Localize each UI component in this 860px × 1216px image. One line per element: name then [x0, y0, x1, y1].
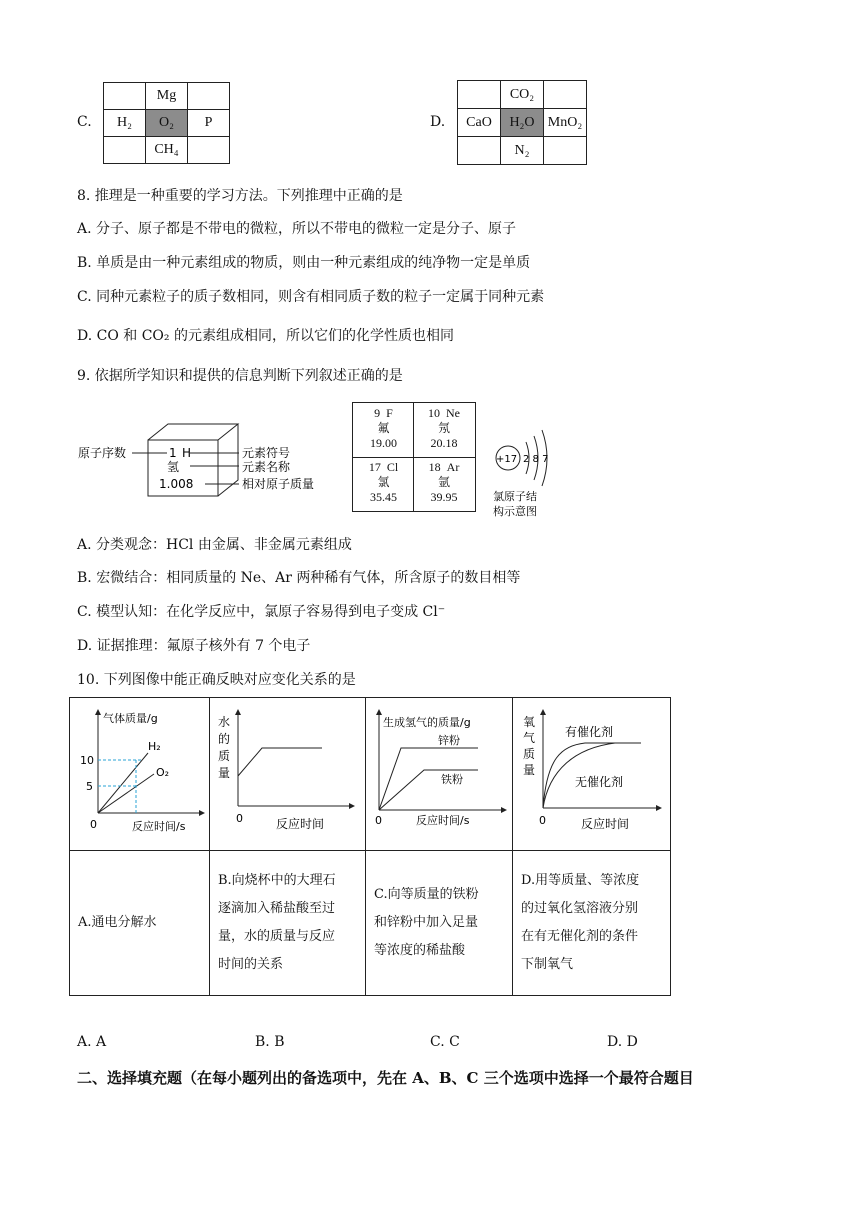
- grid-cell: CO₂: [501, 81, 544, 109]
- svg-text:H₂: H₂: [148, 740, 161, 753]
- q9-option-c: C. 模型认知：在化学反应中，氯原子容易得到电子变成 Cl⁻: [77, 604, 446, 620]
- grid-cell: [104, 137, 146, 164]
- label-mass: 相对原子质量: [242, 477, 315, 491]
- caption-c-cell: [366, 851, 513, 996]
- graph-c-cell: [366, 698, 513, 851]
- caption-b-cell: [210, 851, 366, 996]
- answer-b: B. B: [255, 1034, 285, 1050]
- q8-stem: 8. 推理是一种重要的学习方法。下列推理中正确的是: [77, 188, 403, 204]
- caption-b: B.向烧杯中的大理石 逐滴加入稀盐酸至过 量，水的质量与反应 时间的关系: [218, 873, 336, 972]
- svg-text:5: 5: [86, 780, 93, 793]
- svg-text:反应时间/s: 反应时间/s: [132, 820, 186, 833]
- pt-cell-ar: 18 Ar 氩 39.95: [428, 460, 460, 504]
- answer-a: A. A: [77, 1034, 107, 1050]
- svg-text:氧: 氧: [523, 715, 536, 729]
- graph-d-cell: [513, 698, 671, 851]
- option-c-letter: C.: [77, 114, 92, 130]
- chlorine-atom-diagram: [488, 428, 568, 520]
- grid-cell: [544, 137, 587, 165]
- q8-option-a: A. 分子、原子都是不带电的微粒，所以不带电的微粒一定是分子、原子: [77, 221, 517, 237]
- svg-text:气体质量/g: 气体质量/g: [103, 712, 158, 725]
- grid-cell: CH₄: [146, 137, 188, 164]
- caption-c: C.向等质量的铁粉 和锌粉中加入足量 等浓度的稀盐酸: [374, 887, 479, 958]
- svg-text:的: 的: [218, 732, 231, 746]
- graph-b: [210, 698, 365, 846]
- grid-cell: P: [188, 110, 230, 137]
- svg-text:量: 量: [523, 763, 536, 777]
- svg-text:O₂: O₂: [156, 766, 170, 779]
- svg-text:0: 0: [375, 814, 382, 827]
- svg-text:反应时间: 反应时间: [581, 817, 630, 831]
- pt-cell-f: 9 F 氟 19.00: [370, 406, 397, 450]
- grid-cell: [104, 83, 146, 110]
- cube-symbol: H: [182, 446, 192, 460]
- grid-cell-center: H₂O: [501, 109, 544, 137]
- grid-cell: CaO: [458, 109, 501, 137]
- label-symbol: 元素符号: [242, 446, 291, 460]
- element-cube-diagram: [75, 420, 335, 500]
- svg-text:0: 0: [236, 812, 243, 825]
- cube-number: 1: [169, 446, 177, 460]
- svg-text:铁粉: 铁粉: [441, 773, 463, 786]
- pt-cell-ne: 10 Ne 氖 20.18: [428, 406, 460, 450]
- section-2-heading: 二、选择填充题（在每小题列出的备选项中，先在 A、B、C 三个选项中选择一个最符合题目: [77, 1069, 694, 1087]
- q8-option-c: C. 同种元素粒子的质子数相同，则含有相同质子数的粒子一定属于同种元素: [77, 289, 545, 305]
- graph-a: [70, 698, 209, 846]
- svg-text:水: 水: [218, 715, 231, 729]
- svg-text:2 8 7: 2 8 7: [523, 454, 549, 465]
- caption-a: A.通电分解水: [78, 915, 157, 930]
- grid-cell: [544, 81, 587, 109]
- grid-cell: [458, 137, 501, 165]
- svg-text:10: 10: [80, 754, 94, 767]
- caption-d-cell: [513, 851, 671, 996]
- label-atomic-number: 原子序数: [78, 446, 127, 460]
- option-d-grid: [457, 80, 587, 165]
- svg-text:生成氢气的质量/g: 生成氢气的质量/g: [383, 716, 471, 729]
- q10-table: [69, 697, 671, 996]
- svg-text:量: 量: [218, 766, 231, 780]
- q9-stem: 9. 依据所学知识和提供的信息判断下列叙述正确的是: [77, 368, 403, 384]
- svg-text:构示意图: 构示意图: [493, 505, 537, 518]
- svg-text:无催化剂: 无催化剂: [575, 775, 624, 789]
- caption-d: D.用等质量、等浓度 的过氧化氢溶液分别 在有无催化剂的条件 下制氧气: [521, 873, 640, 972]
- graph-b-cell: [210, 698, 366, 851]
- svg-text:+17: +17: [496, 454, 518, 465]
- pt-cell-cl: 17 Cl 氯 35.45: [368, 460, 399, 504]
- q8-option-b: B. 单质是由一种元素组成的物质，则由一种元素组成的纯净物一定是单质: [77, 255, 531, 271]
- option-c-grid: [103, 82, 230, 164]
- q10-stem: 10. 下列图像中能正确反映对应变化关系的是: [77, 672, 356, 688]
- svg-text:氯原子结: 氯原子结: [493, 490, 537, 503]
- q8-option-d: D. CO 和 CO₂ 的元素组成相同，所以它们的化学性质也相同: [77, 328, 454, 344]
- svg-text:有催化剂: 有催化剂: [565, 725, 614, 739]
- svg-text:反应时间: 反应时间: [276, 817, 325, 831]
- svg-text:气: 气: [523, 731, 536, 745]
- grid-cell: Mg: [146, 83, 188, 110]
- svg-text:反应时间/s: 反应时间/s: [416, 814, 470, 827]
- grid-cell: [458, 81, 501, 109]
- cube-mass: 1.008: [159, 477, 194, 491]
- grid-cell: N₂: [501, 137, 544, 165]
- graph-a-cell: [70, 698, 210, 851]
- label-name: 元素名称: [242, 460, 291, 474]
- q9-option-b: B. 宏微结合：相同质量的 Ne、Ar 两种稀有气体，所含原子的数目相等: [77, 570, 521, 586]
- svg-text:质: 质: [218, 749, 231, 763]
- svg-text:0: 0: [90, 818, 97, 831]
- answer-c: C. C: [430, 1034, 460, 1050]
- q9-option-d: D. 证据推理：氟原子核外有 7 个电子: [77, 638, 311, 654]
- periodic-table-excerpt: [352, 402, 476, 512]
- cube-name: 氢: [167, 460, 180, 474]
- graph-c: [366, 698, 512, 846]
- grid-cell: [188, 83, 230, 110]
- svg-text:0: 0: [539, 814, 546, 827]
- option-d-letter: D.: [430, 114, 446, 130]
- caption-a-cell: [70, 851, 210, 996]
- grid-cell: H₂: [104, 110, 146, 137]
- answer-d: D. D: [607, 1034, 638, 1050]
- svg-text:质: 质: [523, 747, 536, 761]
- q9-option-a: A. 分类观念：HCl 由金属、非金属元素组成: [77, 537, 352, 553]
- graph-d: [513, 698, 670, 846]
- grid-cell: [188, 137, 230, 164]
- svg-text:锌粉: 锌粉: [438, 734, 460, 747]
- grid-cell-center: O₂: [146, 110, 188, 137]
- grid-cell: MnO₂: [544, 109, 587, 137]
